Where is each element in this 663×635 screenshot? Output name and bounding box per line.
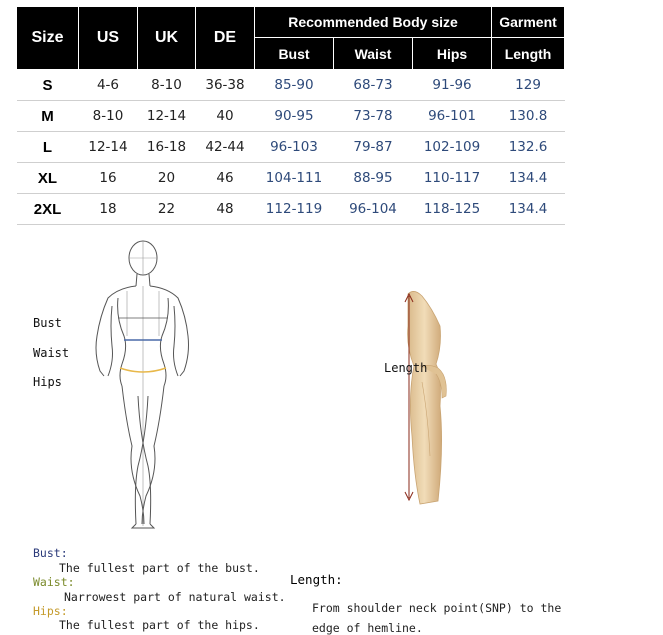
cell-us: 12-14 [79, 132, 138, 163]
cell-de: 36-38 [196, 70, 255, 101]
cell-uk: 8-10 [138, 70, 196, 101]
length-label: Length [384, 361, 428, 375]
cell-de: 46 [196, 163, 255, 194]
cell-uk: 12-14 [138, 101, 196, 132]
cell-waist: 68-73 [334, 70, 413, 101]
cell-size: S [17, 70, 79, 101]
cell-length: 134.4 [492, 163, 565, 194]
cell-hips: 96-101 [413, 101, 492, 132]
cell-size: M [17, 101, 79, 132]
cell-bust: 90-95 [255, 101, 334, 132]
cell-bust: 85-90 [255, 70, 334, 101]
cell-hips: 102-109 [413, 132, 492, 163]
cell-us: 4-6 [79, 70, 138, 101]
header-size: Size [17, 7, 79, 70]
cell-uk: 22 [138, 194, 196, 225]
cell-length: 134.4 [492, 194, 565, 225]
cell-waist: 88-95 [334, 163, 413, 194]
cell-uk: 20 [138, 163, 196, 194]
cell-bust: 96-103 [255, 132, 334, 163]
cell-length: 130.8 [492, 101, 565, 132]
waist-definition-text: Narrowest part of natural waist. [64, 590, 286, 604]
length-definition-text-1: From shoulder neck point(SNP) to the [312, 601, 562, 615]
cell-hips: 118-125 [413, 194, 492, 225]
length-definition-title: Length: [290, 572, 343, 587]
hips-definition-text: The fullest part of the hips. [59, 618, 260, 632]
cell-length: 129 [492, 70, 565, 101]
cell-size: XL [17, 163, 79, 194]
cell-waist: 96-104 [334, 194, 413, 225]
bust-label: Bust [33, 316, 62, 330]
cell-de: 48 [196, 194, 255, 225]
cell-size: 2XL [17, 194, 79, 225]
header-recommended-body-size: Recommended Body size [255, 7, 492, 38]
header-length: Length [492, 38, 565, 70]
waist-label: Waist [33, 346, 70, 360]
header-hips: Hips [413, 38, 492, 70]
cell-hips: 110-117 [413, 163, 492, 194]
cell-us: 8-10 [79, 101, 138, 132]
cell-bust: 104-111 [255, 163, 334, 194]
hips-label: Hips [33, 375, 62, 389]
cell-uk: 16-18 [138, 132, 196, 163]
cell-de: 42-44 [196, 132, 255, 163]
hips-definition-title: Hips: [33, 604, 68, 618]
header-garment: Garment [492, 7, 565, 38]
cell-bust: 112-119 [255, 194, 334, 225]
length-definition-text-2: edge of hemline. [312, 621, 423, 635]
waist-definition-title: Waist: [33, 575, 75, 589]
cell-de: 40 [196, 101, 255, 132]
cell-size: L [17, 132, 79, 163]
bust-definition-text: The fullest part of the bust. [59, 561, 260, 575]
header-bust: Bust [255, 38, 334, 70]
bust-definition-title: Bust: [33, 546, 68, 560]
cell-waist: 79-87 [334, 132, 413, 163]
header-de: DE [196, 7, 255, 70]
header-uk: UK [138, 7, 196, 70]
header-us: US [79, 7, 138, 70]
cell-waist: 73-78 [334, 101, 413, 132]
cell-us: 18 [79, 194, 138, 225]
header-waist: Waist [334, 38, 413, 70]
cell-length: 132.6 [492, 132, 565, 163]
cell-hips: 91-96 [413, 70, 492, 101]
cell-us: 16 [79, 163, 138, 194]
